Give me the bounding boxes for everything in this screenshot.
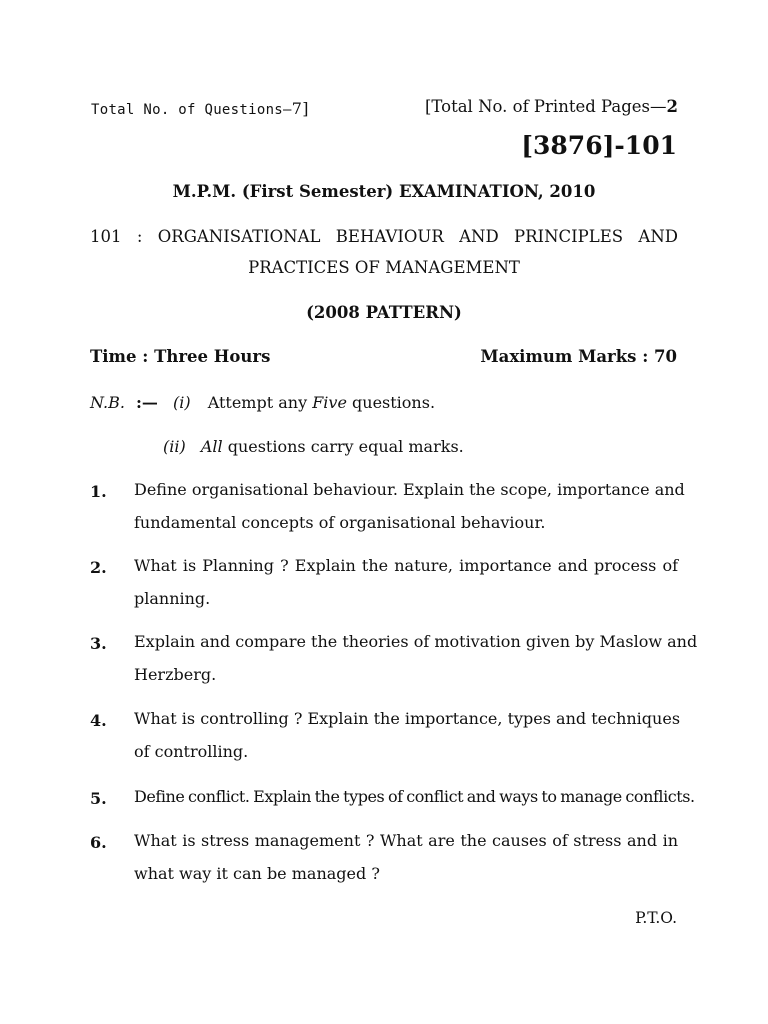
question-line: fundamental concepts of organisational behaviour. [134,513,546,532]
note-text-emphasis: Five [312,393,347,412]
note-2 [163,437,464,456]
question-line: planning. [134,589,211,608]
question-text [134,702,681,768]
note-number: (ii) [163,437,186,456]
note-text-pre: Attempt any [207,393,313,412]
max-marks: Maximum Marks : 70 [480,347,677,366]
nb-separator: :— [136,393,158,412]
total-questions-value: 7] [291,99,309,118]
question-text [134,824,678,890]
question-line: What is controlling ? Explain the importance, types and techniques [134,709,681,728]
question-line: Define conflict. Explain the types of conflict and ways to manage conflicts. [134,787,695,806]
note-text-post: questions. [346,393,436,412]
question-line: What is stress management ? What are the causes of stress and in [134,831,678,850]
question-text [134,549,678,615]
exam-pattern: (2008 PATTERN) [306,303,462,322]
nb-label: N.B. [90,393,125,412]
question-line: Herzberg. [134,665,217,684]
question-text [134,625,698,691]
note-text-emphasis: All [200,437,223,456]
total-pages-label: [Total No. of Printed Pages— [424,97,667,116]
exam-title: M.P.M. (First Semester) EXAMINATION, 2010 [172,182,596,201]
question-line: what way it can be managed ? [134,864,380,883]
question-line: Explain and compare the theories of motivation given by Maslow and [134,632,698,651]
exam-time: Time : Three Hours [90,347,271,366]
question-number: 5. [90,789,107,808]
note-1 [90,393,435,412]
question-number: 3. [90,634,107,653]
question-number: 2. [90,558,107,577]
question-line: of controlling. [134,742,249,761]
question-text [134,780,695,813]
question-number: 6. [90,833,107,852]
question-number: 4. [90,711,107,730]
pto-marker: P.T.O. [635,909,677,927]
question-line: Define organisational behaviour. Explain the scope, importance and [134,480,685,499]
total-pages [425,97,678,116]
note-text-post: questions carry equal marks. [222,437,464,456]
question-text [134,473,685,539]
subject-line-2: PRACTICES OF MANAGEMENT [248,258,520,277]
question-line: What is Planning ? Explain the nature, importance and process of [134,556,678,575]
total-pages-value: 2 [666,97,678,116]
total-questions-label: Total No. of Questions— [91,102,292,118]
question-number: 1. [90,482,107,501]
subject-line-1: 101 : ORGANISATIONAL BEHAVIOUR AND PRINCIPLES AND [90,227,678,246]
paper-code: [3876]-101 [521,131,677,160]
note-number: (i) [173,393,191,412]
total-questions [91,99,309,118]
